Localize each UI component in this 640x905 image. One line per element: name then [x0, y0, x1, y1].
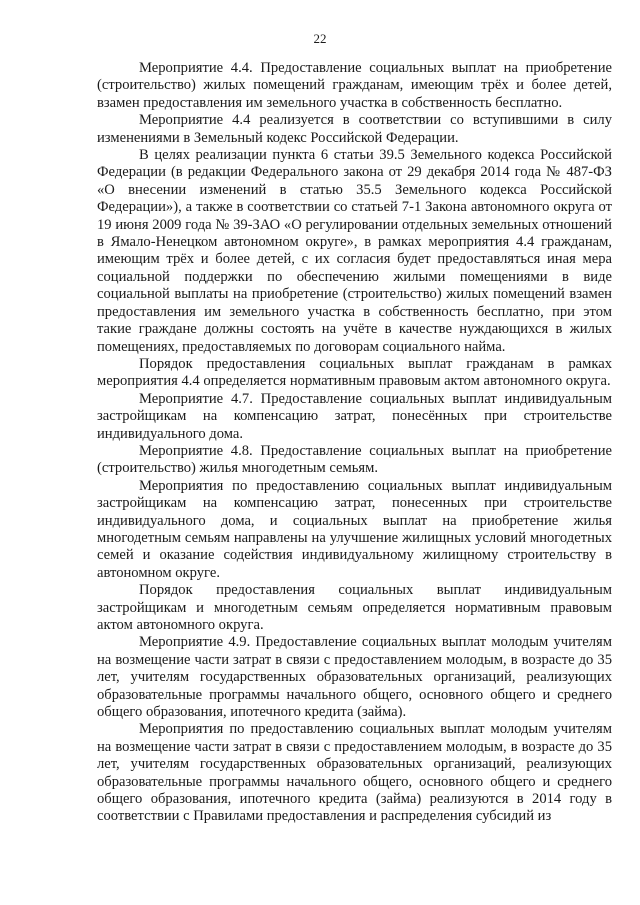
paragraph-land-code-purpose: В целях реализации пункта 6 статьи 39.5 Земельного кодекса Российской Федерации (в редакции Федерального закона от 29 декабря 2014 года № 487-ФЗ «О внесении изменений в статью 35.5 Земельного кодекса Российской Федерации»), а также в соответствии со статьей 7-1 Закона автономного округа от 19 июня 2009 года № 39-ЗАО «О регулировании отдельных земельных отношений в Ямало-Ненецком автономном округе», в рамках мероприятия 4.4 гражданам, имеющим трёх и более детей, с их согласия будет предоставляться иная мера социальной поддержки по обеспечению жилыми помещениями в виде социальной выплаты на приобретение (строительство) жилых помещений взамен предоставления им земельного участка в собственность бесплатно, при этом такие граждане должны состоять на учёте в качестве нуждающихся в жилых помещениях, предоставляемых по договорам социального найма. — [97, 147, 612, 355]
document-body — [97, 60, 612, 826]
paragraph-measure-4-7-title: Мероприятие 4.7. Предоставление социальных выплат индивидуальным застройщикам на компенсацию затрат, понесённых при строительстве индивидуального дома. — [97, 390, 612, 442]
paragraph-measure-4-4-implementation: Мероприятие 4.4 реализуется в соответствии со вступившими в силу изменениями в Земельный кодекс Российской Федерации. — [97, 112, 612, 146]
paragraph-measures-4-7-4-8-purpose: Мероприятия по предоставлению социальных выплат индивидуальным застройщикам на компенсацию затрат, понесенных при строительстве индивидуального дома, и социальных выплат на приобретение жилья многодетным семьям направлены на улучшение жилищных условий многодетных семей и оказание содействия индивидуальному жилищному строительству в автономном округе. — [97, 477, 612, 581]
paragraph-measure-4-9-implementation: Мероприятия по предоставлению социальных выплат молодым учителям на возмещение части затрат в связи с предоставлением молодым, в возрасте до 35 лет, учителям государственных образовательных организаций, реализующих образовательные программы начального общего, основного общего и среднего общего образования, ипотечного кредита (займа) реализуются в 2014 году в соответствии с Правилами предоставления и распределения субсидий из — [97, 721, 612, 825]
page-number: 22 — [313, 31, 327, 46]
paragraph-measure-4-4-procedure: Порядок предоставления социальных выплат гражданам в рамках мероприятия 4.4 определяется нормативным правовым актом автономного округа. — [97, 355, 612, 390]
paragraph-measures-4-7-4-8-procedure: Порядок предоставления социальных выплат индивидуальным застройщикам и многодетным семьям определяется нормативным правовым актом автономного округа. — [97, 582, 612, 633]
paragraph-measure-4-8-title: Мероприятие 4.8. Предоставление социальных выплат на приобретение (строительство) жилья многодетным семьям. — [97, 442, 612, 477]
paragraph-measure-4-4-title: Мероприятие 4.4. Предоставление социальных выплат на приобретение (строительство) жилых помещений гражданам, имеющим трёх и более детей, взамен предоставления им земельного участка в собственность бесплатно. — [97, 60, 612, 111]
paragraph-measure-4-9-title: Мероприятие 4.9. Предоставление социальных выплат молодым учителям на возмещение части затрат в связи с предоставлением молодым, в возрасте до 35 лет, учителям государственных образовательных организаций, реализующих образовательные программы начального общего, основного общего и среднего общего образования, ипотечного кредита (займа). — [97, 634, 612, 721]
